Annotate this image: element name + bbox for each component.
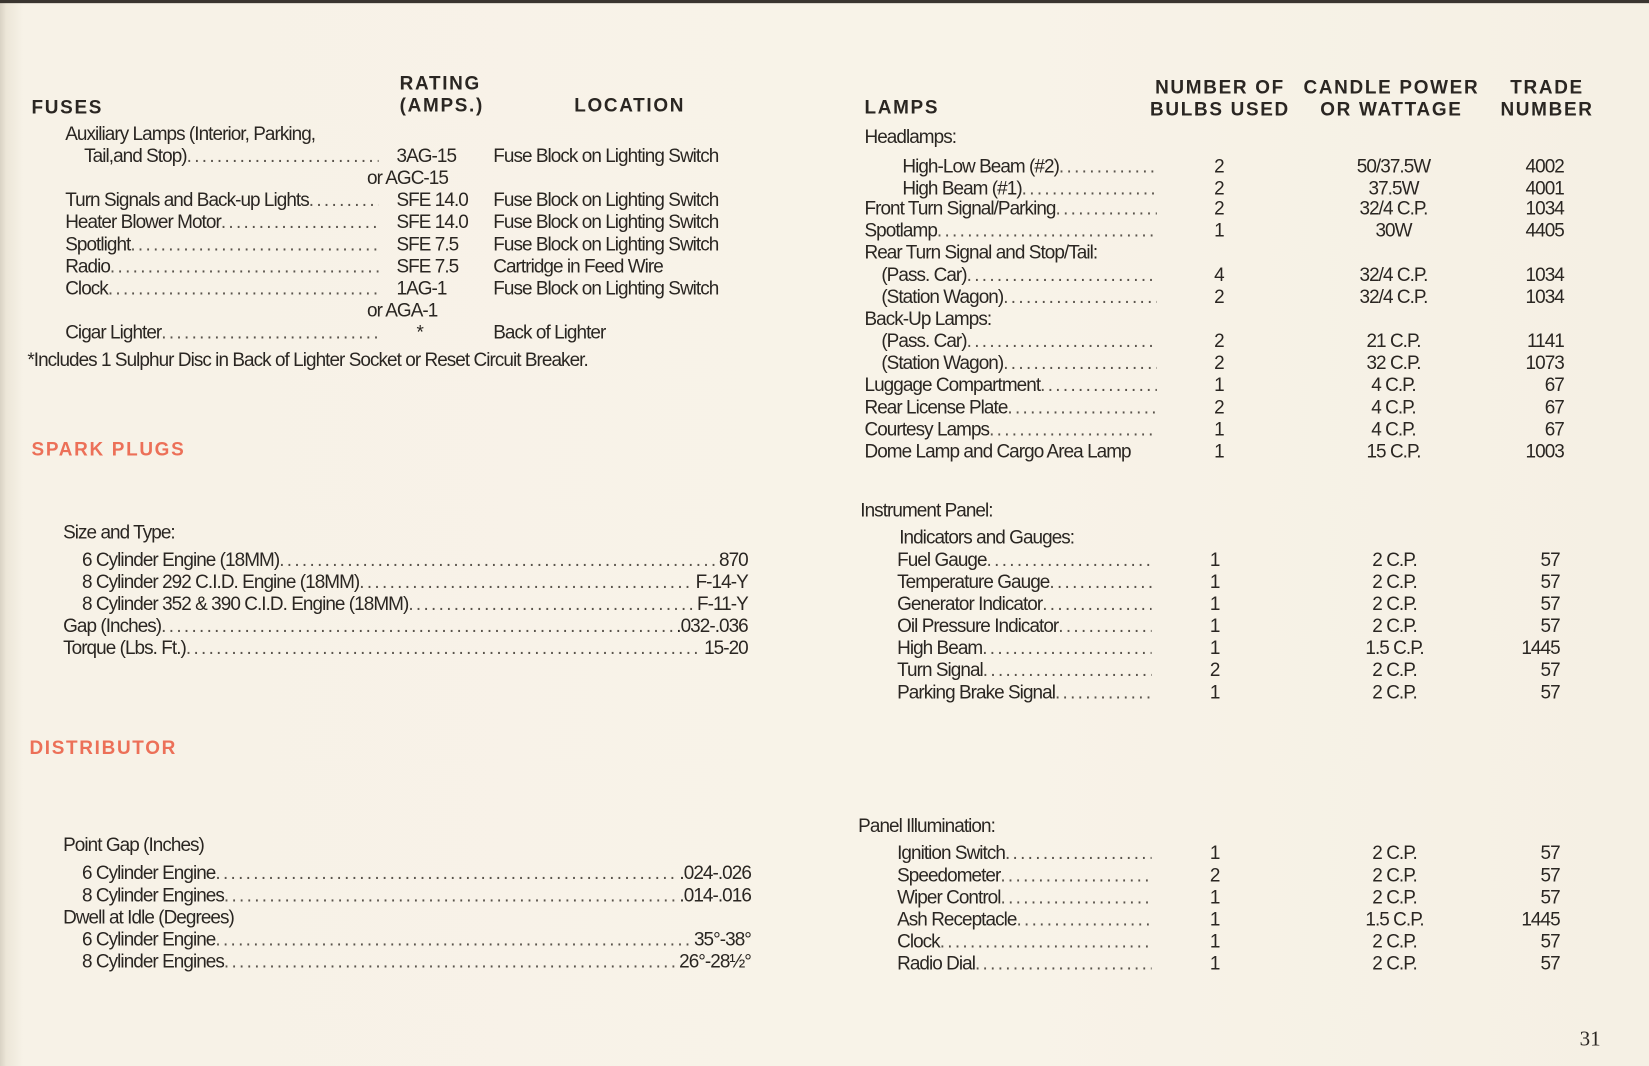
panel-illumination-label: Panel Illumination: bbox=[858, 815, 995, 837]
lamp-row bbox=[864, 395, 1156, 418]
distributor-row bbox=[82, 883, 751, 906]
lamp-row bbox=[897, 952, 1152, 975]
lamp-name: Dome Lamp and Cargo Area Lamp bbox=[864, 440, 1131, 462]
bulbs-value: 1 bbox=[1209, 842, 1220, 864]
item-value: 26°-28½° bbox=[679, 950, 751, 972]
bulbs-value: 1 bbox=[1214, 418, 1224, 440]
item-value: .032-.036 bbox=[676, 615, 748, 637]
fuse-location: Fuse Block on Lighting Switch bbox=[493, 277, 719, 299]
item-value: F-14-Y bbox=[695, 571, 748, 593]
power-value: 1.5 C.P. bbox=[1365, 637, 1424, 659]
leader-dots bbox=[130, 232, 378, 255]
leader-dots bbox=[408, 592, 695, 615]
fuse-rating: SFE 14.0 bbox=[396, 211, 468, 233]
instrument-panel-label: Instrument Panel: bbox=[860, 499, 993, 521]
item-name: (Pass. Car) bbox=[881, 330, 967, 352]
item-name: Rear License Plate bbox=[864, 396, 1008, 418]
power-value: 32/4 C.P. bbox=[1359, 286, 1428, 308]
leader-dots bbox=[940, 930, 1152, 953]
distributor-row bbox=[82, 861, 751, 884]
rating-alternative: or AGA-1 bbox=[367, 299, 438, 321]
lamp-row bbox=[881, 351, 1157, 374]
item-value: F-11-Y bbox=[696, 593, 748, 615]
item-name: Gap (Inches) bbox=[63, 615, 162, 637]
leader-dots bbox=[989, 418, 1157, 441]
leader-dots bbox=[224, 950, 677, 973]
page-number: 31 bbox=[1579, 1027, 1601, 1051]
trade-value: 57 bbox=[1540, 571, 1560, 593]
trade-value: 57 bbox=[1540, 593, 1560, 615]
power-value: 32/4 C.P. bbox=[1359, 263, 1428, 286]
fuse-rating: 3AG-15 bbox=[396, 145, 457, 167]
trade-value: 1445 bbox=[1521, 908, 1560, 930]
trade-value: 1034 bbox=[1525, 263, 1564, 286]
trade-value: 4405 bbox=[1525, 219, 1564, 241]
leader-dots bbox=[983, 658, 1152, 681]
leader-dots bbox=[186, 636, 702, 659]
leader-dots bbox=[279, 548, 717, 571]
fuse-row bbox=[65, 232, 378, 255]
lamp-row bbox=[897, 570, 1152, 593]
item-name: Luggage Compartment bbox=[864, 374, 1041, 396]
power-header: OR WATTAGE bbox=[1320, 98, 1463, 120]
lamp-row bbox=[897, 658, 1152, 681]
leader-dots bbox=[161, 614, 674, 637]
item-value: 35°-38° bbox=[693, 928, 751, 950]
power-value: 2 C.P. bbox=[1372, 864, 1417, 886]
item-name: 8 Cylinder Engines bbox=[82, 884, 224, 906]
item-name: Fuel Gauge bbox=[897, 548, 987, 571]
spark-plug-row bbox=[82, 592, 748, 615]
bulbs-value: 2 bbox=[1214, 286, 1224, 308]
fuse-rating: * bbox=[416, 321, 423, 343]
lamp-group-label: Back-Up Lamps: bbox=[864, 308, 992, 330]
distributor-heading: DISTRIBUTOR bbox=[29, 737, 177, 759]
fuse-location: Fuse Block on Lighting Switch bbox=[493, 189, 719, 211]
fuses-footnote: *Includes 1 Sulphur Disc in Back of Lighter Socket or Reset Circuit Breaker. bbox=[27, 349, 588, 371]
leader-dots bbox=[1005, 841, 1152, 864]
leader-dots bbox=[108, 277, 379, 300]
indicators-label: Indicators and Gauges: bbox=[899, 526, 1075, 548]
leader-dots bbox=[1003, 285, 1157, 308]
leader-dots bbox=[1058, 614, 1151, 637]
power-value: 4 C.P. bbox=[1371, 374, 1416, 396]
distributor-row bbox=[82, 950, 751, 973]
item-name: 8 Cylinder Engines bbox=[82, 950, 224, 972]
item-name: Ignition Switch bbox=[897, 842, 1005, 864]
lamp-row bbox=[864, 197, 1156, 220]
page-edge bbox=[0, 0, 1649, 3]
fuse-location: Fuse Block on Lighting Switch bbox=[493, 233, 719, 255]
power-value: 50/37.5W bbox=[1356, 155, 1431, 177]
power-value: 2 C.P. bbox=[1372, 548, 1417, 571]
lamp-row bbox=[897, 548, 1152, 571]
lamp-row bbox=[864, 418, 1156, 441]
power-value: 30W bbox=[1375, 219, 1412, 241]
item-name: Spotlamp bbox=[864, 219, 937, 241]
bulbs-value: 1 bbox=[1214, 374, 1224, 396]
item-name: Cigar Lighter bbox=[65, 321, 162, 343]
bulbs-value: 2 bbox=[1209, 864, 1220, 886]
fuse-location: Back of Lighter bbox=[493, 321, 606, 343]
power-value: 37.5W bbox=[1368, 177, 1419, 199]
bulbs-value: 2 bbox=[1214, 330, 1224, 352]
trade-value: 4002 bbox=[1525, 155, 1564, 177]
bulbs-value: 1 bbox=[1209, 681, 1220, 703]
fuse-name: Auxiliary Lamps (Interior, Parking, bbox=[65, 123, 316, 145]
bulbs-header: NUMBER OF bbox=[1155, 76, 1285, 98]
power-value: 4 C.P. bbox=[1371, 418, 1416, 440]
bulbs-value: 2 bbox=[1214, 177, 1224, 199]
leader-dots bbox=[309, 188, 379, 211]
rating-header: RATING bbox=[399, 72, 481, 94]
bulbs-value: 1 bbox=[1209, 593, 1220, 615]
leader-dots bbox=[967, 263, 1157, 286]
item-name: 8 Cylinder 292 C.I.D. Engine (18MM) bbox=[82, 571, 360, 593]
item-name: Turn Signal bbox=[897, 659, 983, 681]
trade-value: 1445 bbox=[1521, 637, 1560, 659]
lamp-row bbox=[897, 680, 1152, 703]
bulbs-value: 1 bbox=[1209, 886, 1220, 908]
item-name: Generator Indicator bbox=[897, 593, 1043, 615]
bulbs-value: 2 bbox=[1214, 155, 1224, 177]
trade-header: TRADE bbox=[1510, 76, 1584, 98]
leader-dots bbox=[1007, 395, 1156, 418]
item-name: (Station Wagon) bbox=[881, 286, 1004, 308]
lamp-group-label: Headlamps: bbox=[864, 126, 957, 148]
leader-dots bbox=[1040, 373, 1157, 396]
fuse-row bbox=[65, 255, 378, 278]
fuse-rating: SFE 14.0 bbox=[396, 189, 468, 211]
spark-plug-row bbox=[63, 614, 748, 637]
rating-header: (AMPS.) bbox=[399, 94, 484, 116]
bulbs-value: 1 bbox=[1209, 908, 1220, 930]
bulbs-value: 1 bbox=[1214, 440, 1224, 462]
trade-value: 57 bbox=[1540, 659, 1560, 681]
trade-value: 4001 bbox=[1525, 177, 1564, 199]
item-name: Torque (Lbs. Ft.) bbox=[63, 637, 186, 659]
item-name: Wiper Control bbox=[897, 886, 1001, 908]
leader-dots bbox=[161, 321, 378, 344]
item-value: 15-20 bbox=[704, 637, 748, 659]
lamp-row bbox=[897, 908, 1152, 931]
power-value: 2 C.P. bbox=[1372, 886, 1417, 908]
item-name: High-Low Beam (#2) bbox=[902, 155, 1059, 177]
trade-value: 57 bbox=[1540, 886, 1560, 908]
leader-dots bbox=[359, 570, 693, 593]
bulbs-value: 1 bbox=[1209, 952, 1220, 974]
leader-dots bbox=[215, 861, 677, 884]
power-value: 32 C.P. bbox=[1366, 352, 1421, 374]
distributor-label: Point Gap (Inches) bbox=[63, 833, 204, 856]
trade-value: 1034 bbox=[1525, 197, 1564, 219]
power-value: 21 C.P. bbox=[1366, 330, 1421, 352]
item-name: Tail,and Stop) bbox=[84, 145, 187, 167]
lamp-row bbox=[897, 930, 1152, 953]
leader-dots bbox=[1016, 908, 1151, 931]
bulbs-value: 1 bbox=[1214, 219, 1224, 241]
bulbs-value: 1 bbox=[1209, 615, 1220, 637]
item-name: Heater Blower Motor bbox=[65, 211, 221, 233]
item-name: 6 Cylinder Engine bbox=[82, 862, 216, 884]
item-name: High Beam bbox=[897, 637, 983, 659]
lamp-row bbox=[881, 285, 1157, 308]
trade-value: 57 bbox=[1540, 842, 1560, 864]
power-value: 2 C.P. bbox=[1372, 615, 1417, 637]
distributor-row bbox=[82, 928, 751, 951]
leader-dots bbox=[1042, 592, 1151, 615]
item-value: .014-.016 bbox=[679, 884, 751, 906]
power-value: 32/4 C.P. bbox=[1359, 197, 1428, 219]
lamp-group-label: Rear Turn Signal and Stop/Tail: bbox=[864, 241, 1098, 263]
leader-dots bbox=[975, 952, 1152, 975]
location-header: LOCATION bbox=[574, 94, 686, 116]
leader-dots bbox=[110, 255, 379, 278]
power-value: 4 C.P. bbox=[1371, 396, 1416, 418]
leader-dots bbox=[1059, 155, 1157, 178]
rating-alternative: or AGC-15 bbox=[367, 167, 448, 189]
item-name: 6 Cylinder Engine bbox=[82, 928, 216, 950]
fuse-location: Cartridge in Feed Wire bbox=[493, 255, 663, 277]
trade-value: 57 bbox=[1540, 952, 1560, 974]
fuse-location: Fuse Block on Lighting Switch bbox=[493, 145, 719, 167]
power-value: 2 C.P. bbox=[1372, 659, 1417, 681]
power-value: 2 C.P. bbox=[1372, 842, 1417, 864]
trade-header: NUMBER bbox=[1500, 98, 1594, 120]
bulbs-value: 1 bbox=[1209, 548, 1220, 571]
lamps-heading: LAMPS bbox=[864, 96, 940, 118]
leader-dots bbox=[1055, 197, 1156, 220]
lamp-row bbox=[897, 886, 1152, 909]
trade-value: 67 bbox=[1544, 374, 1564, 396]
leader-dots bbox=[967, 329, 1157, 352]
leader-dots bbox=[1055, 680, 1152, 703]
item-name: High Beam (#1) bbox=[902, 177, 1022, 199]
item-value: 870 bbox=[719, 548, 748, 571]
trade-value: 1003 bbox=[1525, 440, 1564, 462]
item-name: Spotlight bbox=[65, 233, 131, 255]
fuse-row bbox=[84, 144, 378, 167]
spark-plug-row bbox=[63, 636, 748, 659]
bulbs-value: 1 bbox=[1209, 930, 1220, 952]
trade-value: 1034 bbox=[1525, 286, 1564, 308]
power-header: CANDLE POWER bbox=[1303, 76, 1480, 98]
leader-dots bbox=[987, 548, 1152, 571]
spark-plug-row bbox=[82, 548, 748, 571]
lamp-row bbox=[864, 219, 1156, 242]
trade-value: 67 bbox=[1544, 418, 1564, 440]
bulbs-value: 2 bbox=[1214, 396, 1224, 418]
bulbs-value: 1 bbox=[1209, 571, 1220, 593]
item-name: Courtesy Lamps bbox=[864, 418, 990, 440]
lamp-row bbox=[881, 329, 1157, 352]
trade-value: 67 bbox=[1544, 396, 1564, 418]
power-value: 2 C.P. bbox=[1372, 952, 1417, 974]
trade-value: 57 bbox=[1540, 615, 1560, 637]
trade-value: 1141 bbox=[1526, 330, 1564, 352]
item-name: Front Turn Signal/Parking bbox=[864, 197, 1056, 219]
power-value: 2 C.P. bbox=[1372, 571, 1417, 593]
leader-dots bbox=[1003, 351, 1157, 374]
lamp-row bbox=[897, 863, 1152, 886]
spark-plugs-heading: SPARK PLUGS bbox=[31, 438, 186, 460]
lamp-row bbox=[897, 592, 1152, 615]
item-name: Radio Dial bbox=[897, 952, 975, 974]
bulbs-value: 1 bbox=[1209, 637, 1220, 659]
item-name: Ash Receptacle bbox=[897, 908, 1017, 930]
fuse-row bbox=[65, 321, 378, 344]
power-value: 2 C.P. bbox=[1372, 593, 1417, 615]
leader-dots bbox=[215, 928, 691, 951]
item-name: Radio bbox=[65, 255, 110, 277]
trade-value: 57 bbox=[1540, 681, 1560, 703]
fuses-heading: FUSES bbox=[31, 96, 104, 118]
leader-dots bbox=[187, 144, 379, 167]
lamp-row bbox=[881, 263, 1157, 286]
leader-dots bbox=[221, 210, 379, 233]
bulbs-header: BULBS USED bbox=[1150, 98, 1290, 120]
item-name: Clock bbox=[65, 277, 108, 299]
fuse-location: Fuse Block on Lighting Switch bbox=[493, 211, 719, 233]
trade-value: 1073 bbox=[1525, 352, 1564, 374]
fuse-rating: SFE 7.5 bbox=[396, 255, 459, 277]
lamp-row bbox=[897, 614, 1152, 637]
leader-dots bbox=[937, 219, 1157, 242]
item-name: Clock bbox=[897, 930, 940, 952]
item-name: (Station Wagon) bbox=[881, 352, 1004, 374]
item-name: 8 Cylinder 352 & 390 C.I.D. Engine (18MM) bbox=[82, 593, 409, 615]
fuse-rating: SFE 7.5 bbox=[396, 233, 459, 255]
bulbs-value: 2 bbox=[1214, 197, 1224, 219]
trade-value: 57 bbox=[1540, 864, 1560, 886]
item-name: Oil Pressure Indicator bbox=[897, 615, 1059, 637]
fuse-row bbox=[65, 210, 378, 233]
bulbs-value: 2 bbox=[1214, 352, 1224, 374]
lamp-row bbox=[897, 841, 1152, 864]
item-name: Temperature Gauge bbox=[897, 571, 1050, 593]
power-value: 2 C.P. bbox=[1372, 681, 1417, 703]
item-name: 6 Cylinder Engine (18MM) bbox=[82, 548, 280, 571]
fuse-row bbox=[65, 188, 378, 211]
lamp-row bbox=[864, 373, 1156, 396]
leader-dots bbox=[1000, 863, 1151, 886]
trade-value: 57 bbox=[1540, 548, 1560, 571]
item-name: Speedometer bbox=[897, 864, 1001, 886]
item-name: (Pass. Car) bbox=[881, 263, 967, 286]
power-value: 15 C.P. bbox=[1366, 440, 1421, 462]
lamp-row bbox=[902, 155, 1157, 178]
leader-dots bbox=[224, 883, 677, 906]
leader-dots bbox=[1001, 886, 1152, 909]
leader-dots bbox=[982, 636, 1151, 659]
fuse-row bbox=[65, 277, 378, 300]
power-value: 2 C.P. bbox=[1372, 930, 1417, 952]
bulbs-value: 4 bbox=[1214, 263, 1224, 286]
power-value: 1.5 C.P. bbox=[1365, 908, 1424, 930]
spark-plugs-subheading: Size and Type: bbox=[63, 521, 175, 543]
lamp-row bbox=[897, 636, 1152, 659]
leader-dots bbox=[1049, 570, 1151, 593]
item-value: .024-.026 bbox=[679, 862, 751, 884]
bulbs-value: 2 bbox=[1209, 659, 1220, 681]
trade-value: 57 bbox=[1540, 930, 1560, 952]
item-name: Parking Brake Signal bbox=[897, 681, 1055, 703]
item-name: Turn Signals and Back-up Lights bbox=[65, 189, 309, 211]
distributor-label: Dwell at Idle (Degrees) bbox=[63, 906, 234, 928]
fuse-rating: 1AG-1 bbox=[396, 277, 447, 299]
spark-plug-row bbox=[82, 570, 748, 593]
